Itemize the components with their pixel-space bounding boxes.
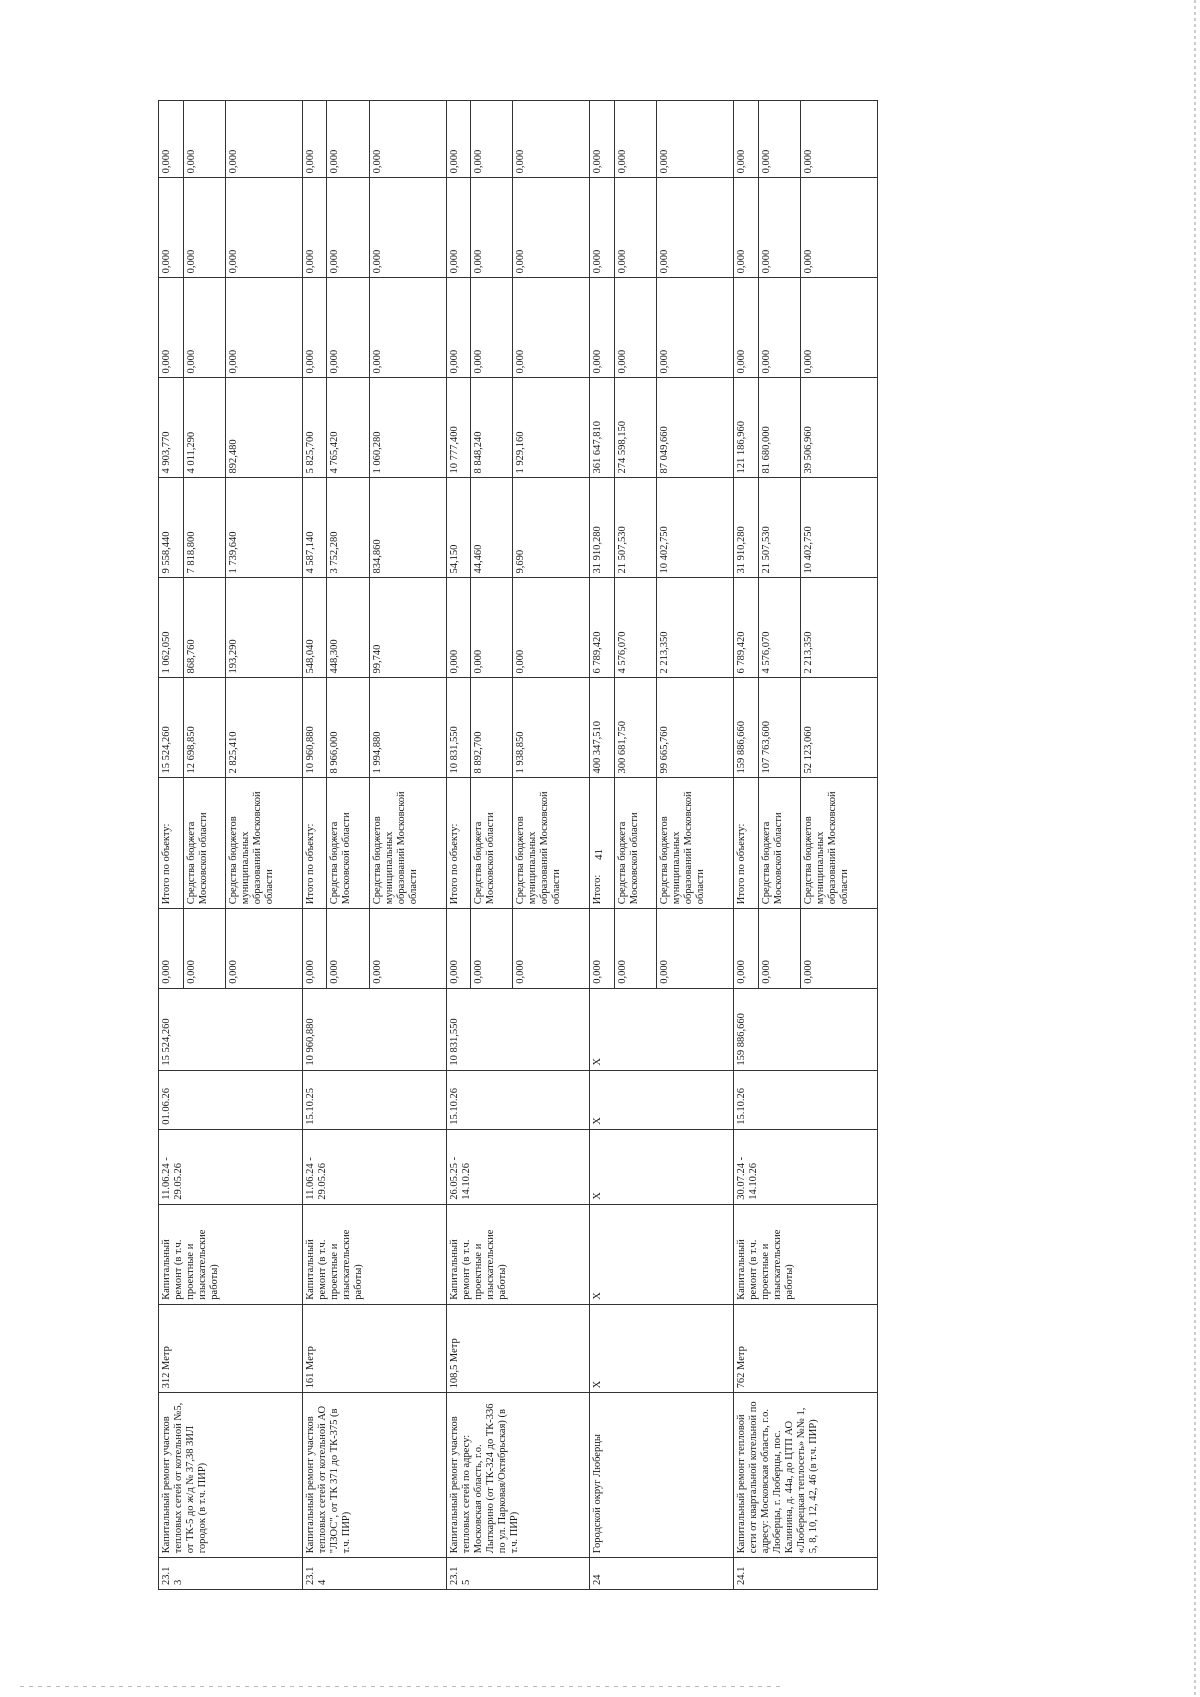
item-number-cell: 23.15 <box>446 1558 590 1590</box>
total-amount-cell: 159 886,660 <box>734 678 759 778</box>
estimated-cost-cell: 159 886,660 <box>734 988 878 1070</box>
year3-amount-cell: 87 049,660 <box>657 378 734 478</box>
financed-amount-cell: 0,000 <box>369 909 446 989</box>
total-amount-cell: 12 698,850 <box>183 678 225 778</box>
year1-amount-cell: 4 576,070 <box>614 578 656 678</box>
work-dates-cell: 30.07.24 - 14.10.26 <box>734 1129 878 1204</box>
year1-amount-cell: 0,000 <box>446 578 471 678</box>
financed-amount-cell: 0,000 <box>302 909 327 989</box>
year3-amount-cell: 39 506,960 <box>800 378 877 478</box>
total-amount-cell: 10 960,880 <box>302 678 327 778</box>
table-row <box>590 101 615 1590</box>
year2-amount-cell: 31 910,280 <box>590 478 615 578</box>
year1-amount-cell: 2 213,350 <box>657 578 734 678</box>
funding-source-cell: Итого по объекту: <box>446 778 471 909</box>
year2-amount-cell: 21 507,530 <box>758 478 800 578</box>
financed-amount-cell: 0,000 <box>471 909 513 989</box>
funding-source-cell: Итого по объекту: <box>302 778 327 909</box>
remainder-amount-cell: 0,000 <box>302 101 327 178</box>
commissioning-date-cell: 01.06.26 <box>159 1070 303 1129</box>
financed-amount-cell: 0,000 <box>657 909 734 989</box>
financed-amount-cell: 0,000 <box>183 909 225 989</box>
funding-source-cell: Средства бюджета Московской области <box>471 778 513 909</box>
remainder-amount-cell: 0,000 <box>471 101 513 178</box>
work-dates-cell: X <box>590 1129 734 1204</box>
year4-amount-cell: 0,000 <box>302 278 327 378</box>
year2-amount-cell: 31 910,280 <box>734 478 759 578</box>
commissioning-date-cell: 15.10.25 <box>302 1070 446 1129</box>
year1-amount-cell: 4 576,070 <box>758 578 800 678</box>
remainder-amount-cell: 0,000 <box>800 101 877 178</box>
funding-source-cell: Средства бюджета Московской области <box>614 778 656 909</box>
remainder-amount-cell: 0,000 <box>225 101 302 178</box>
funding-source-cell: Средства бюджетов муниципальных образований Московской области <box>513 778 590 909</box>
total-amount-cell: 1 938,850 <box>513 678 590 778</box>
year2-amount-cell: 10 402,750 <box>800 478 877 578</box>
work-dates-cell: 11.06.24 - 29.05.26 <box>159 1129 303 1204</box>
remainder-amount-cell: 0,000 <box>513 101 590 178</box>
table-body <box>159 101 878 1590</box>
funding-source-cell: Средства бюджетов муниципальных образований Московской области <box>225 778 302 909</box>
total-amount-cell: 1 994,880 <box>369 678 446 778</box>
year2-amount-cell: 9 558,440 <box>159 478 184 578</box>
year5-amount-cell: 0,000 <box>471 178 513 278</box>
year4-amount-cell: 0,000 <box>369 278 446 378</box>
year1-amount-cell: 2 213,350 <box>800 578 877 678</box>
total-amount-cell: 8 966,000 <box>327 678 369 778</box>
total-amount-cell: 10 831,550 <box>446 678 471 778</box>
table-row <box>446 101 471 1590</box>
year4-amount-cell: 0,000 <box>800 278 877 378</box>
funding-source-cell: Итого по объекту: <box>159 778 184 909</box>
year1-amount-cell: 0,000 <box>471 578 513 678</box>
object-name-cell: Капитальный ремонт тепловой сети от квартальной котельной по адресу: Московская область, г.о. Люберцы, г. Люберцы, пос. Калинина, д. 44а, до ЦТП АО «Люберецкая теплосеть» №№ 1, 5, 8, 10, 12, 42, 46 (в т.ч. ПИР) <box>734 1393 878 1558</box>
remainder-amount-cell: 0,000 <box>327 101 369 178</box>
financed-amount-cell: 0,000 <box>327 909 369 989</box>
work-type-cell: Капитальный ремонт (в т.ч. проектные и изыскательские работы) <box>159 1204 303 1304</box>
work-dates-cell: 11.06.24 - 29.05.26 <box>302 1129 446 1204</box>
financed-amount-cell: 0,000 <box>225 909 302 989</box>
item-number-cell: 24 <box>590 1558 734 1590</box>
year2-amount-cell: 4 587,140 <box>302 478 327 578</box>
year1-amount-cell: 193,290 <box>225 578 302 678</box>
year4-amount-cell: 0,000 <box>614 278 656 378</box>
year2-amount-cell: 9,690 <box>513 478 590 578</box>
financed-amount-cell: 0,000 <box>590 909 615 989</box>
item-number-cell: 23.13 <box>159 1558 303 1590</box>
capacity-cell: 161 Метр <box>302 1304 446 1393</box>
year1-amount-cell: 99,740 <box>369 578 446 678</box>
object-name-cell: Капитальный ремонт участков тепловых сетей от котельной №5, от ТК-5 до ж/д № 37,38 ЗИЛ городок (в т.ч. ПИР) <box>159 1393 303 1558</box>
year4-amount-cell: 0,000 <box>657 278 734 378</box>
year5-amount-cell: 0,000 <box>800 178 877 278</box>
year3-amount-cell: 361 647,810 <box>590 378 615 478</box>
year1-amount-cell: 868,760 <box>183 578 225 678</box>
year2-amount-cell: 7 818,800 <box>183 478 225 578</box>
year1-amount-cell: 1 062,050 <box>159 578 184 678</box>
funding-source-cell: Средства бюджетов муниципальных образований Московской области <box>657 778 734 909</box>
total-amount-cell: 107 763,600 <box>758 678 800 778</box>
year4-amount-cell: 0,000 <box>513 278 590 378</box>
scan-bottom-edge <box>20 1686 780 1687</box>
year5-amount-cell: 0,000 <box>327 178 369 278</box>
year2-amount-cell: 54,150 <box>446 478 471 578</box>
year3-amount-cell: 892,480 <box>225 378 302 478</box>
estimated-cost-cell: 10 960,880 <box>302 988 446 1070</box>
year5-amount-cell: 0,000 <box>446 178 471 278</box>
remainder-amount-cell: 0,000 <box>446 101 471 178</box>
year3-amount-cell: 1 060,280 <box>369 378 446 478</box>
year3-amount-cell: 4 011,290 <box>183 378 225 478</box>
financed-amount-cell: 0,000 <box>758 909 800 989</box>
remainder-amount-cell: 0,000 <box>369 101 446 178</box>
year3-amount-cell: 81 680,000 <box>758 378 800 478</box>
total-amount-cell: 300 681,750 <box>614 678 656 778</box>
year4-amount-cell: 0,000 <box>183 278 225 378</box>
funding-source-cell: Средства бюджетов муниципальных образований Московской области <box>800 778 877 909</box>
work-type-cell: Капитальный ремонт (в т.ч. проектные и изыскательские работы) <box>302 1204 446 1304</box>
capacity-cell: 312 Метр <box>159 1304 303 1393</box>
funding-source-cell: Итого по объекту: <box>734 778 759 909</box>
year2-amount-cell: 10 402,750 <box>657 478 734 578</box>
year5-amount-cell: 0,000 <box>159 178 184 278</box>
year5-amount-cell: 0,000 <box>513 178 590 278</box>
object-name-cell: Городской округ Люберцы <box>590 1393 734 1558</box>
funding-source-cell: Средства бюджетов муниципальных образований Московской области <box>369 778 446 909</box>
year3-amount-cell: 8 848,240 <box>471 378 513 478</box>
remainder-amount-cell: 0,000 <box>734 101 759 178</box>
remainder-amount-cell: 0,000 <box>657 101 734 178</box>
item-number-cell: 24.1 <box>734 1558 878 1590</box>
total-amount-cell: 400 347,510 <box>590 678 615 778</box>
year2-amount-cell: 834,860 <box>369 478 446 578</box>
estimated-cost-cell: X <box>590 988 734 1070</box>
year3-amount-cell: 4 765,420 <box>327 378 369 478</box>
year3-amount-cell: 1 929,160 <box>513 378 590 478</box>
year3-amount-cell: 5 825,700 <box>302 378 327 478</box>
financed-amount-cell: 0,000 <box>446 909 471 989</box>
year5-amount-cell: 0,000 <box>657 178 734 278</box>
total-amount-cell: 52 123,060 <box>800 678 877 778</box>
funding-source-cell: Средства бюджета Московской области <box>327 778 369 909</box>
total-amount-cell: 15 524,260 <box>159 678 184 778</box>
funding-source-cell: Средства бюджета Московской области <box>758 778 800 909</box>
page-number: 41 <box>593 849 605 860</box>
financed-amount-cell: 0,000 <box>513 909 590 989</box>
year2-amount-cell: 1 739,640 <box>225 478 302 578</box>
remainder-amount-cell: 0,000 <box>590 101 615 178</box>
table-row <box>302 101 327 1590</box>
year5-amount-cell: 0,000 <box>183 178 225 278</box>
estimated-cost-cell: 10 831,550 <box>446 988 590 1070</box>
total-amount-cell: 8 892,700 <box>471 678 513 778</box>
year1-amount-cell: 6 789,420 <box>734 578 759 678</box>
year4-amount-cell: 0,000 <box>446 278 471 378</box>
rotated-table-container <box>158 100 878 1590</box>
year3-amount-cell: 10 777,400 <box>446 378 471 478</box>
remainder-amount-cell: 0,000 <box>183 101 225 178</box>
year4-amount-cell: 0,000 <box>734 278 759 378</box>
scan-edge <box>1194 0 1196 1697</box>
financed-amount-cell: 0,000 <box>159 909 184 989</box>
year4-amount-cell: 0,000 <box>590 278 615 378</box>
year2-amount-cell: 44,460 <box>471 478 513 578</box>
object-name-cell: Капитальный ремонт участков тепловых сетей по адресу: Московская область, г.о. Лыткарино (от ТК-324 до ТК-336 по ул. Парковая/Октябрьская) (в т.ч. ПИР) <box>446 1393 590 1558</box>
commissioning-date-cell: X <box>590 1070 734 1129</box>
capital-repair-table <box>158 100 878 1590</box>
total-amount-cell: 2 825,410 <box>225 678 302 778</box>
funding-source-cell: Средства бюджета Московской области <box>183 778 225 909</box>
remainder-amount-cell: 0,000 <box>614 101 656 178</box>
financed-amount-cell: 0,000 <box>614 909 656 989</box>
year2-amount-cell: 21 507,530 <box>614 478 656 578</box>
work-type-cell: Капитальный ремонт (в т.ч. проектные и изыскательские работы) <box>446 1204 590 1304</box>
financed-amount-cell: 0,000 <box>734 909 759 989</box>
table-row <box>159 101 184 1590</box>
year5-amount-cell: 0,000 <box>614 178 656 278</box>
remainder-amount-cell: 0,000 <box>758 101 800 178</box>
year1-amount-cell: 548,040 <box>302 578 327 678</box>
year4-amount-cell: 0,000 <box>758 278 800 378</box>
year5-amount-cell: 0,000 <box>302 178 327 278</box>
year3-amount-cell: 274 598,150 <box>614 378 656 478</box>
funding-source-cell: Итого: <box>590 778 615 909</box>
year5-amount-cell: 0,000 <box>590 178 615 278</box>
estimated-cost-cell: 15 524,260 <box>159 988 303 1070</box>
commissioning-date-cell: 15.10.26 <box>734 1070 878 1129</box>
financed-amount-cell: 0,000 <box>800 909 877 989</box>
capacity-cell: 108,5 Метр <box>446 1304 590 1393</box>
year5-amount-cell: 0,000 <box>758 178 800 278</box>
item-number-cell: 23.14 <box>302 1558 446 1590</box>
year4-amount-cell: 0,000 <box>471 278 513 378</box>
year1-amount-cell: 0,000 <box>513 578 590 678</box>
year5-amount-cell: 0,000 <box>225 178 302 278</box>
table-row <box>734 101 759 1590</box>
year2-amount-cell: 3 752,280 <box>327 478 369 578</box>
year3-amount-cell: 121 186,960 <box>734 378 759 478</box>
year1-amount-cell: 448,300 <box>327 578 369 678</box>
year5-amount-cell: 0,000 <box>734 178 759 278</box>
year3-amount-cell: 4 903,770 <box>159 378 184 478</box>
year1-amount-cell: 6 789,420 <box>590 578 615 678</box>
year4-amount-cell: 0,000 <box>225 278 302 378</box>
year4-amount-cell: 0,000 <box>327 278 369 378</box>
remainder-amount-cell: 0,000 <box>159 101 184 178</box>
year5-amount-cell: 0,000 <box>369 178 446 278</box>
total-amount-cell: 99 665,760 <box>657 678 734 778</box>
commissioning-date-cell: 15.10.26 <box>446 1070 590 1129</box>
capacity-cell: X <box>590 1304 734 1393</box>
work-dates-cell: 26.05.25 - 14.10.26 <box>446 1129 590 1204</box>
work-type-cell: X <box>590 1204 734 1304</box>
capacity-cell: 762 Метр <box>734 1304 878 1393</box>
year4-amount-cell: 0,000 <box>159 278 184 378</box>
work-type-cell: Капитальный ремонт (в т.ч. проектные и изыскательские работы) <box>734 1204 878 1304</box>
object-name-cell: Капитальный ремонт участков тепловых сетей от котельной АО "ЛЗОС", от ТК 371 до ТК-375 (в т.ч. ПИР) <box>302 1393 446 1558</box>
